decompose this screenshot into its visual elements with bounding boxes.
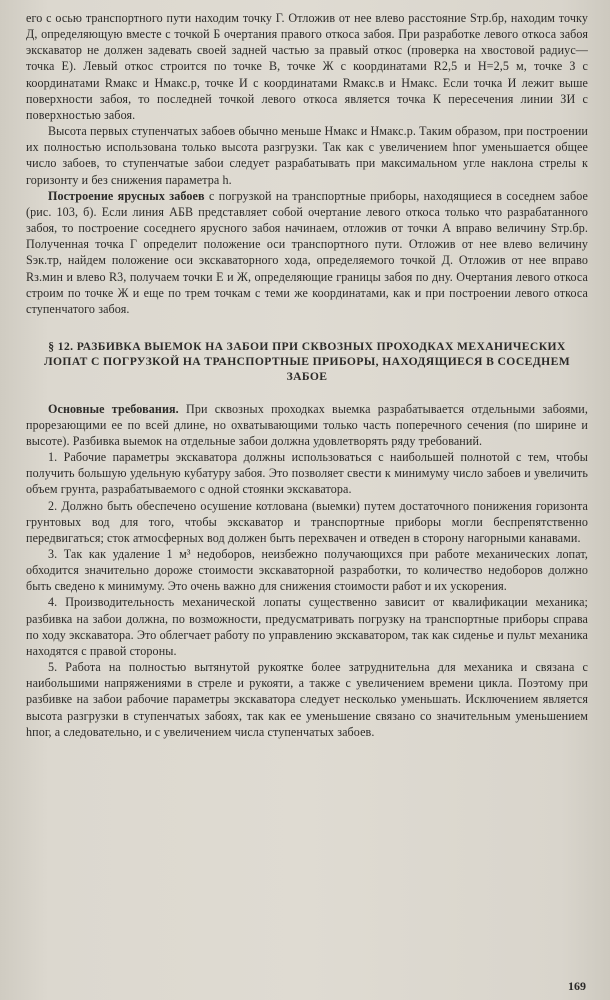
requirement-item: 5. Работа на полностью вытянутой рукоятке более затруднительна для механика и связана с наибольшими напряжениями в стреле и рукояти, а также с увеличением времени цикла. Поэтому при разбивке на забои рабочие параметры экскаватора следует несколько уменьшать. Исключением является высота разгрузки в ступенчатых забоях, так как ее уменьшение связано со значительным уменьшением hпог, а следовательно, и с увеличением числа ступенчатых забоев. xyxy=(26,660,588,739)
body-paragraph xyxy=(26,401,588,449)
paragraph-text: При сквозных проходках выемка разрабатывается отдельными забоями, прорезающими ее по всей длине, но охватывающими только часть поперечного сечения (по ширине и высоте). Разбивка выемок на отдельные забои должна удовлетворять ряду требований. xyxy=(26,401,589,448)
page-number: 169 xyxy=(568,979,586,993)
body-paragraph xyxy=(26,188,588,317)
paragraph-lead-in: Основные требования. xyxy=(48,401,179,416)
requirement-item: 4. Производительность механической лопаты существенно зависит от квалификации механика; разбивка на забои должна, по возможности, предусматривать погрузку на транспортные приборы справа по ходу экскаватора. Это облегчает работу по управлению экскаватором, так как сиденье и пульт механика находятся с правой стороны. xyxy=(26,595,588,658)
section-heading: § 12. РАЗБИВКА ВЫЕМОК НА ЗАБОИ ПРИ СКВОЗНЫХ ПРОХОДКАХ МЕХАНИЧЕСКИХ ЛОПАТ С ПОГРУЗКОЙ НА ТРАНСПОРТНЫЕ ПРИБОРЫ, НАХОДЯЩИЕСЯ В СОСЕДНЕМ ЗАБОЕ xyxy=(43,339,571,384)
requirement-item: 3. Так как удаление 1 м³ недоборов, неизбежно получающихся при работе механических лопат, обходится значительно дороже стоимости экскаваторной разработки, то количество недоборов должно быть сведено к минимуму. Это очень важно для снижения стоимости работ и их ускорения. xyxy=(26,546,588,594)
paragraph-text: с погрузкой на транспортные приборы, находящиеся в соседнем забое (рис. 103, б). Если линия АБВ представляет собой очертание левого откоса только что разрабатанного забоя, то построение соседнего ярусного забоя начинаем, отложив от точки А вправо величину Sтр.бр. Полученная точка Г определит положение оси транспортного пути. Отложив от нее влево величину Sэк.тр, найдем положение оси экскаваторного хода, определяемого точкой Д. Отложив от нее вправо Rз.мин и влево R3, получаем точки Е и Ж, определяющие границы забоя по дну. Очертания левого откоса строим по точке Ж и еще по трем точкам с теми же координатами, как и при построении левого откоса ступенчатого забоя. xyxy=(26,188,588,316)
paragraph-lead-in: Построение ярусных забоев xyxy=(48,188,205,203)
body-paragraph: Высота первых ступенчатых забоев обычно меньше Hмакс и Hмакс.р. Таким образом, при построении их полностью использована только высота разгрузки. Так как с увеличением hпог уменьшается общее число забоев, то ступенчатые забои следует разрабатывать при максимальном угле наклона стрелы к горизонту и без снижения параметра h. xyxy=(26,124,588,187)
requirement-item: 1. Рабочие параметры экскаватора должны использоваться с наибольшей полнотой с тем, чтобы получить большую удельную кубатуру забоя. Это позволяет свести к минимуму число забоев и увеличить объем грунта, разрабатываемого с одной стоянки экскаватора. xyxy=(26,450,588,497)
body-paragraph: его с осью транспортного пути находим точку Г. Отложив от нее влево расстояние Sтр.бр, находим точку Д, определяющую вместе с точкой Б очертания правого откоса забоя. При разработке левого откоса забоя экскаватор не должен задевать своей задней частью за правый откос (проверка на хвостовой радиус—точка Е). Левый откос строится по точке В, точке Ж с координатами R2,5 и H=2,5 м, точке З с координатами Rмакс и Hмакс.р, точке И с координатами Rмакс.в и Hмакс. Если точка И лежит выше поверхности забоя, то последней точкой левого откоса является точка К пересечения линии ЗИ с поверхностью забоя. xyxy=(26,11,588,122)
requirement-item: 2. Должно быть обеспечено осушение котлована (выемки) путем достаточного понижения горизонта грунтовых вод для того, чтобы экскаватор и транспортные приборы могли беспрепятственно передвигаться; сток атмосферных вод должен быть перехвачен и отведен в сторону нагорными канавами. xyxy=(26,498,588,545)
